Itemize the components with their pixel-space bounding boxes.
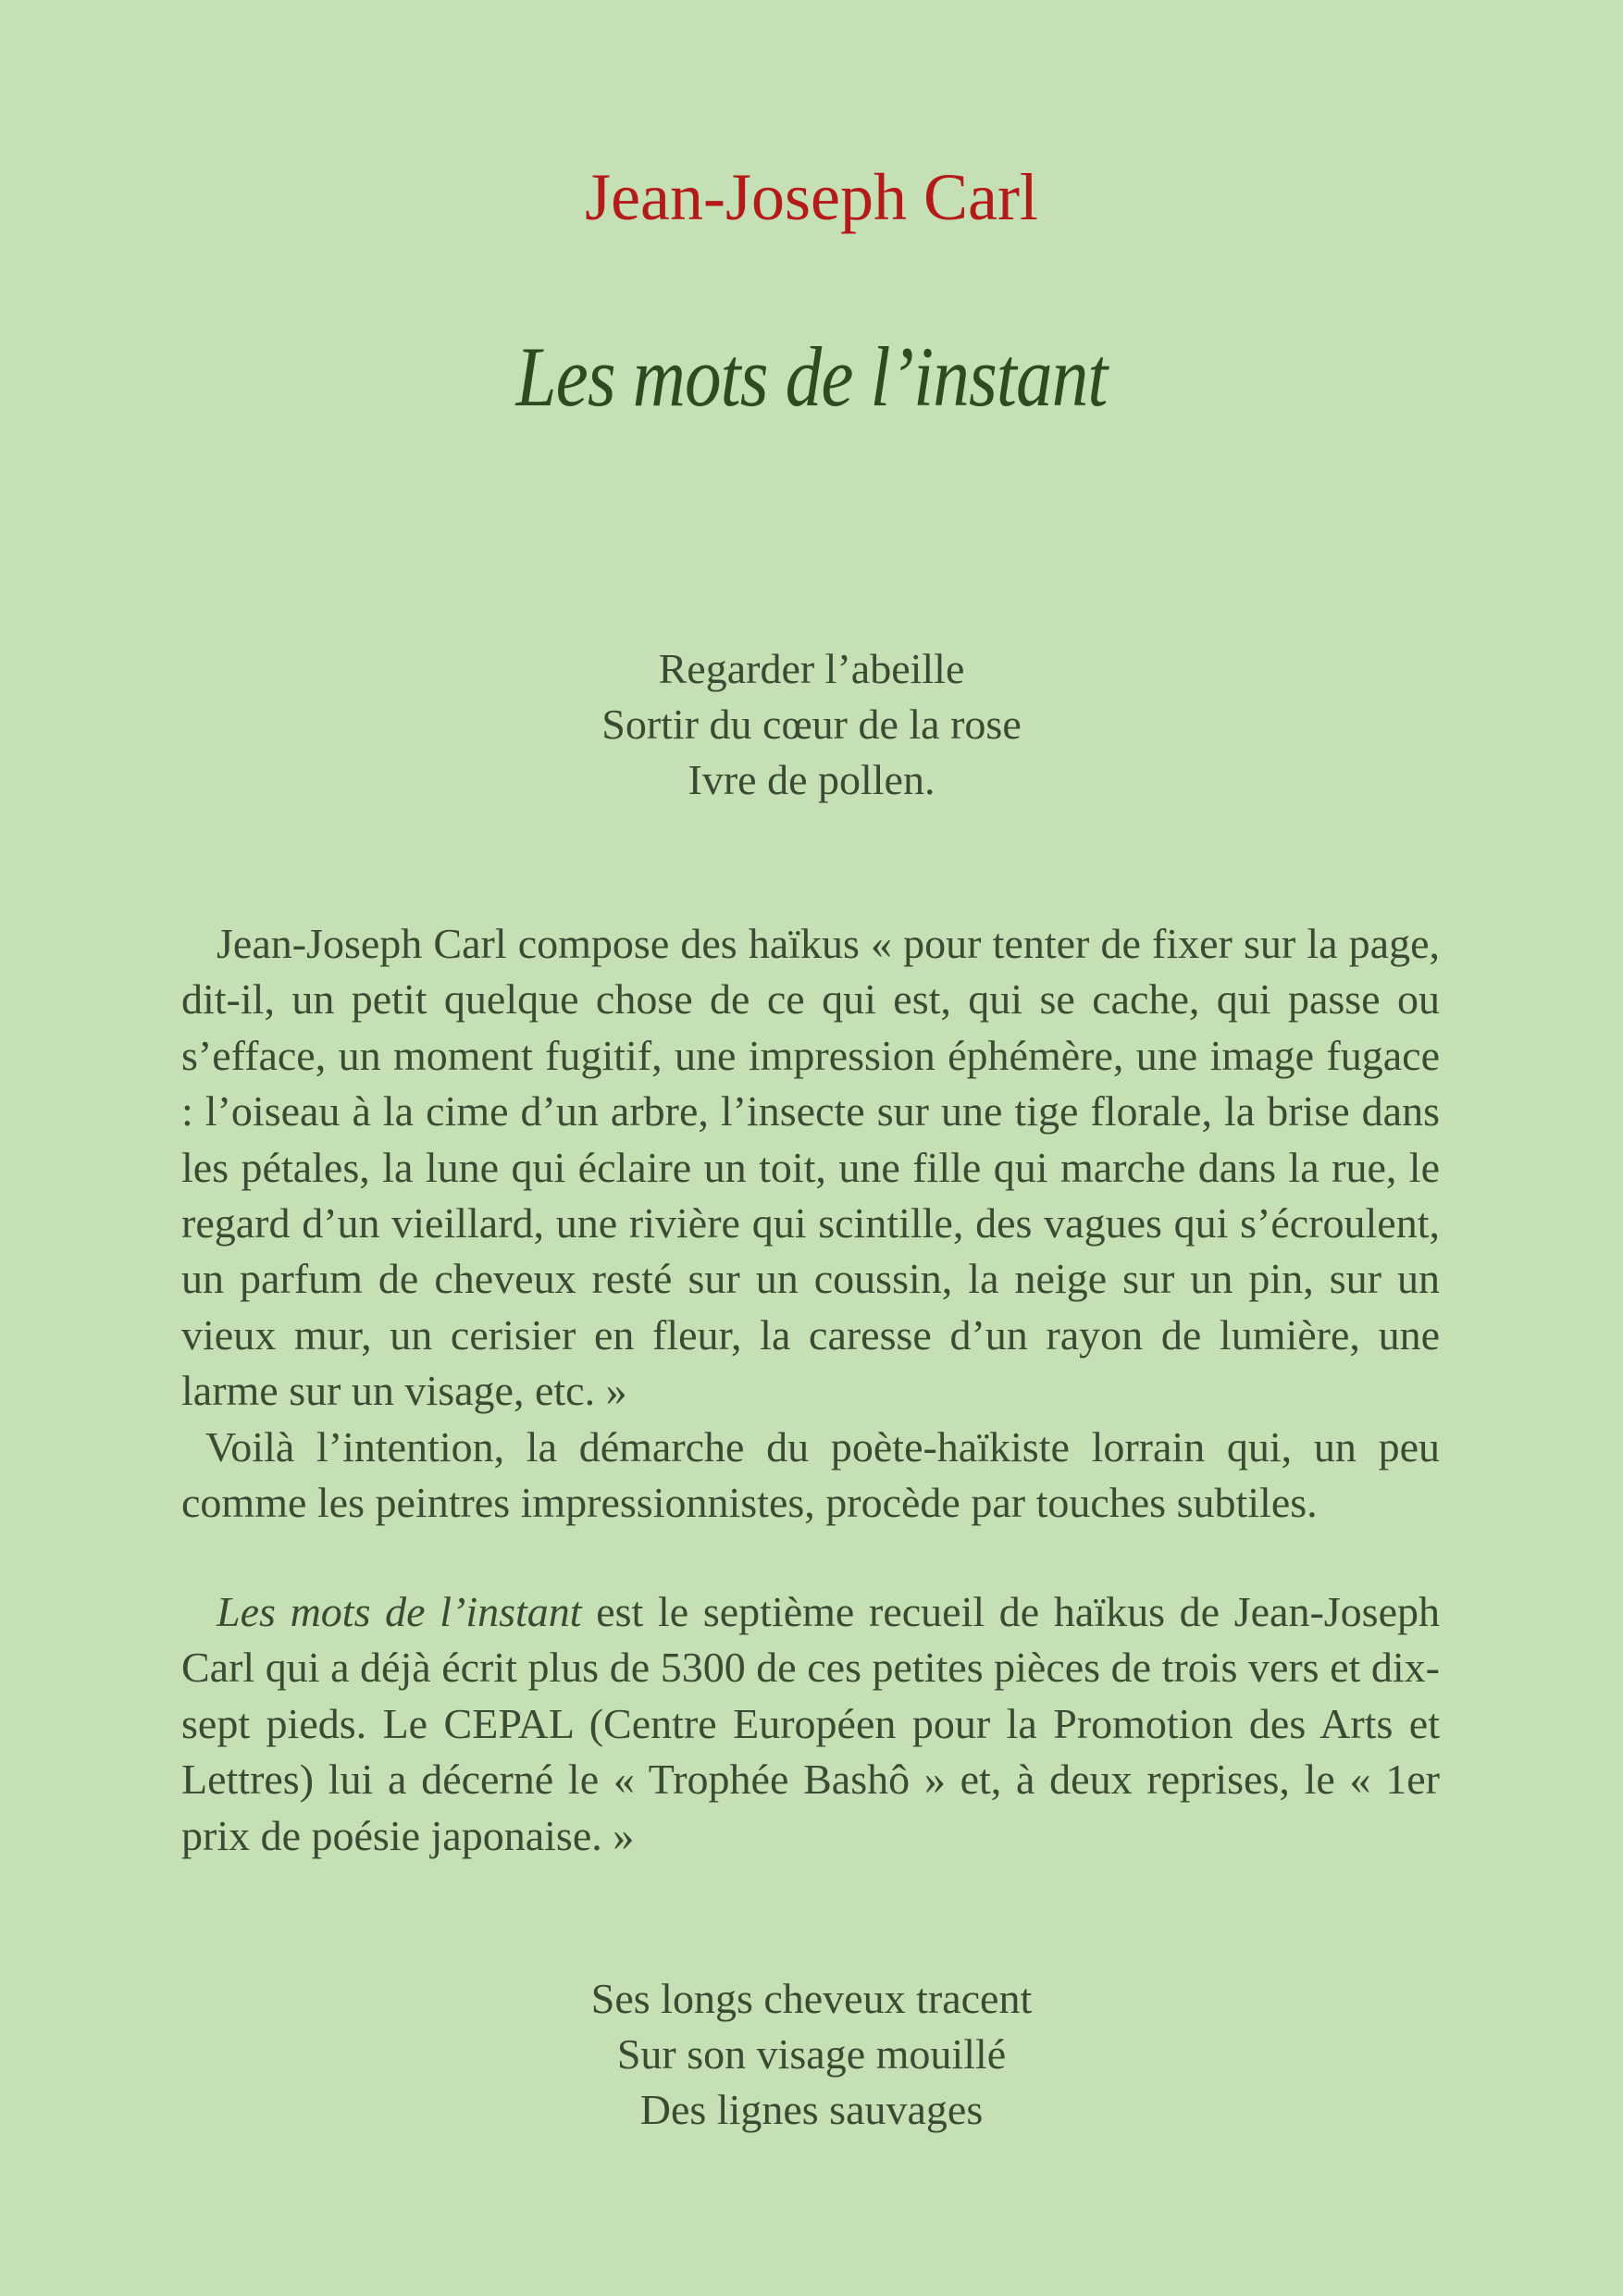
book-title-inline: Les mots de l’instant: [217, 1588, 582, 1635]
description-paragraph-2: [181, 1584, 1440, 1864]
author-name: Jean-Joseph Carl: [585, 160, 1038, 234]
haiku-line: Ivre de pollen.: [688, 756, 935, 803]
description-text-continued: Voilà l’intention, la démarche du poète-haïkiste lorrain qui, un peu comme les peintres impressionnistes, procède par touches subtiles.: [181, 1422, 1440, 1527]
description-paragraph-1: [181, 916, 1440, 1531]
book-title: Les mots de l’instant: [515, 329, 1108, 424]
haiku-top: [0, 641, 1623, 808]
description-text: est le septième recueil de haïkus de Jean-Joseph Carl qui a déjà écrit plus de 5300 de ces petites pièces de trois vers et dix-sept pieds. Le CEPAL (Centre Européen pour la Promotion des Arts et Lettres) lui a décerné le « Trophée Bashô » et, à deux reprises, le « 1er prix de poésie japonaise. »: [181, 1588, 1441, 1859]
haiku-line: Des lignes sauvages: [639, 2086, 984, 2133]
description-text: Jean-Joseph Carl compose des haïkus « pour tenter de fixer sur la page, dit-il, un petit quelque chose de ce qui est, qui se cache, qui passe ou s’efface, un moment fugitif, une impression éphémère, une image fugace : l’oiseau à la cime d’un arbre, l’insecte sur une tige florale, la brise dans les pétales, la lune qui éclaire un toit, une fille qui marche dans la rue, le regard d’un vieillard, une rivière qui scintille, des vagues qui s’écroulent, un parfum de cheveux resté sur un coussin, la neige sur un pin, sur un vieux mur, un cerisier en fleur, la caresse d’un rayon de lumière, une larme sur un visage, etc. »: [181, 920, 1440, 1415]
haiku-bottom: [0, 1971, 1623, 2138]
haiku-line: Sortir du cœur de la rose: [601, 701, 1022, 748]
haiku-line: Sur son visage mouillé: [616, 2030, 1007, 2078]
haiku-line: Regarder l’abeille: [658, 645, 965, 692]
haiku-line: Ses longs cheveux tracent: [590, 1975, 1033, 2022]
